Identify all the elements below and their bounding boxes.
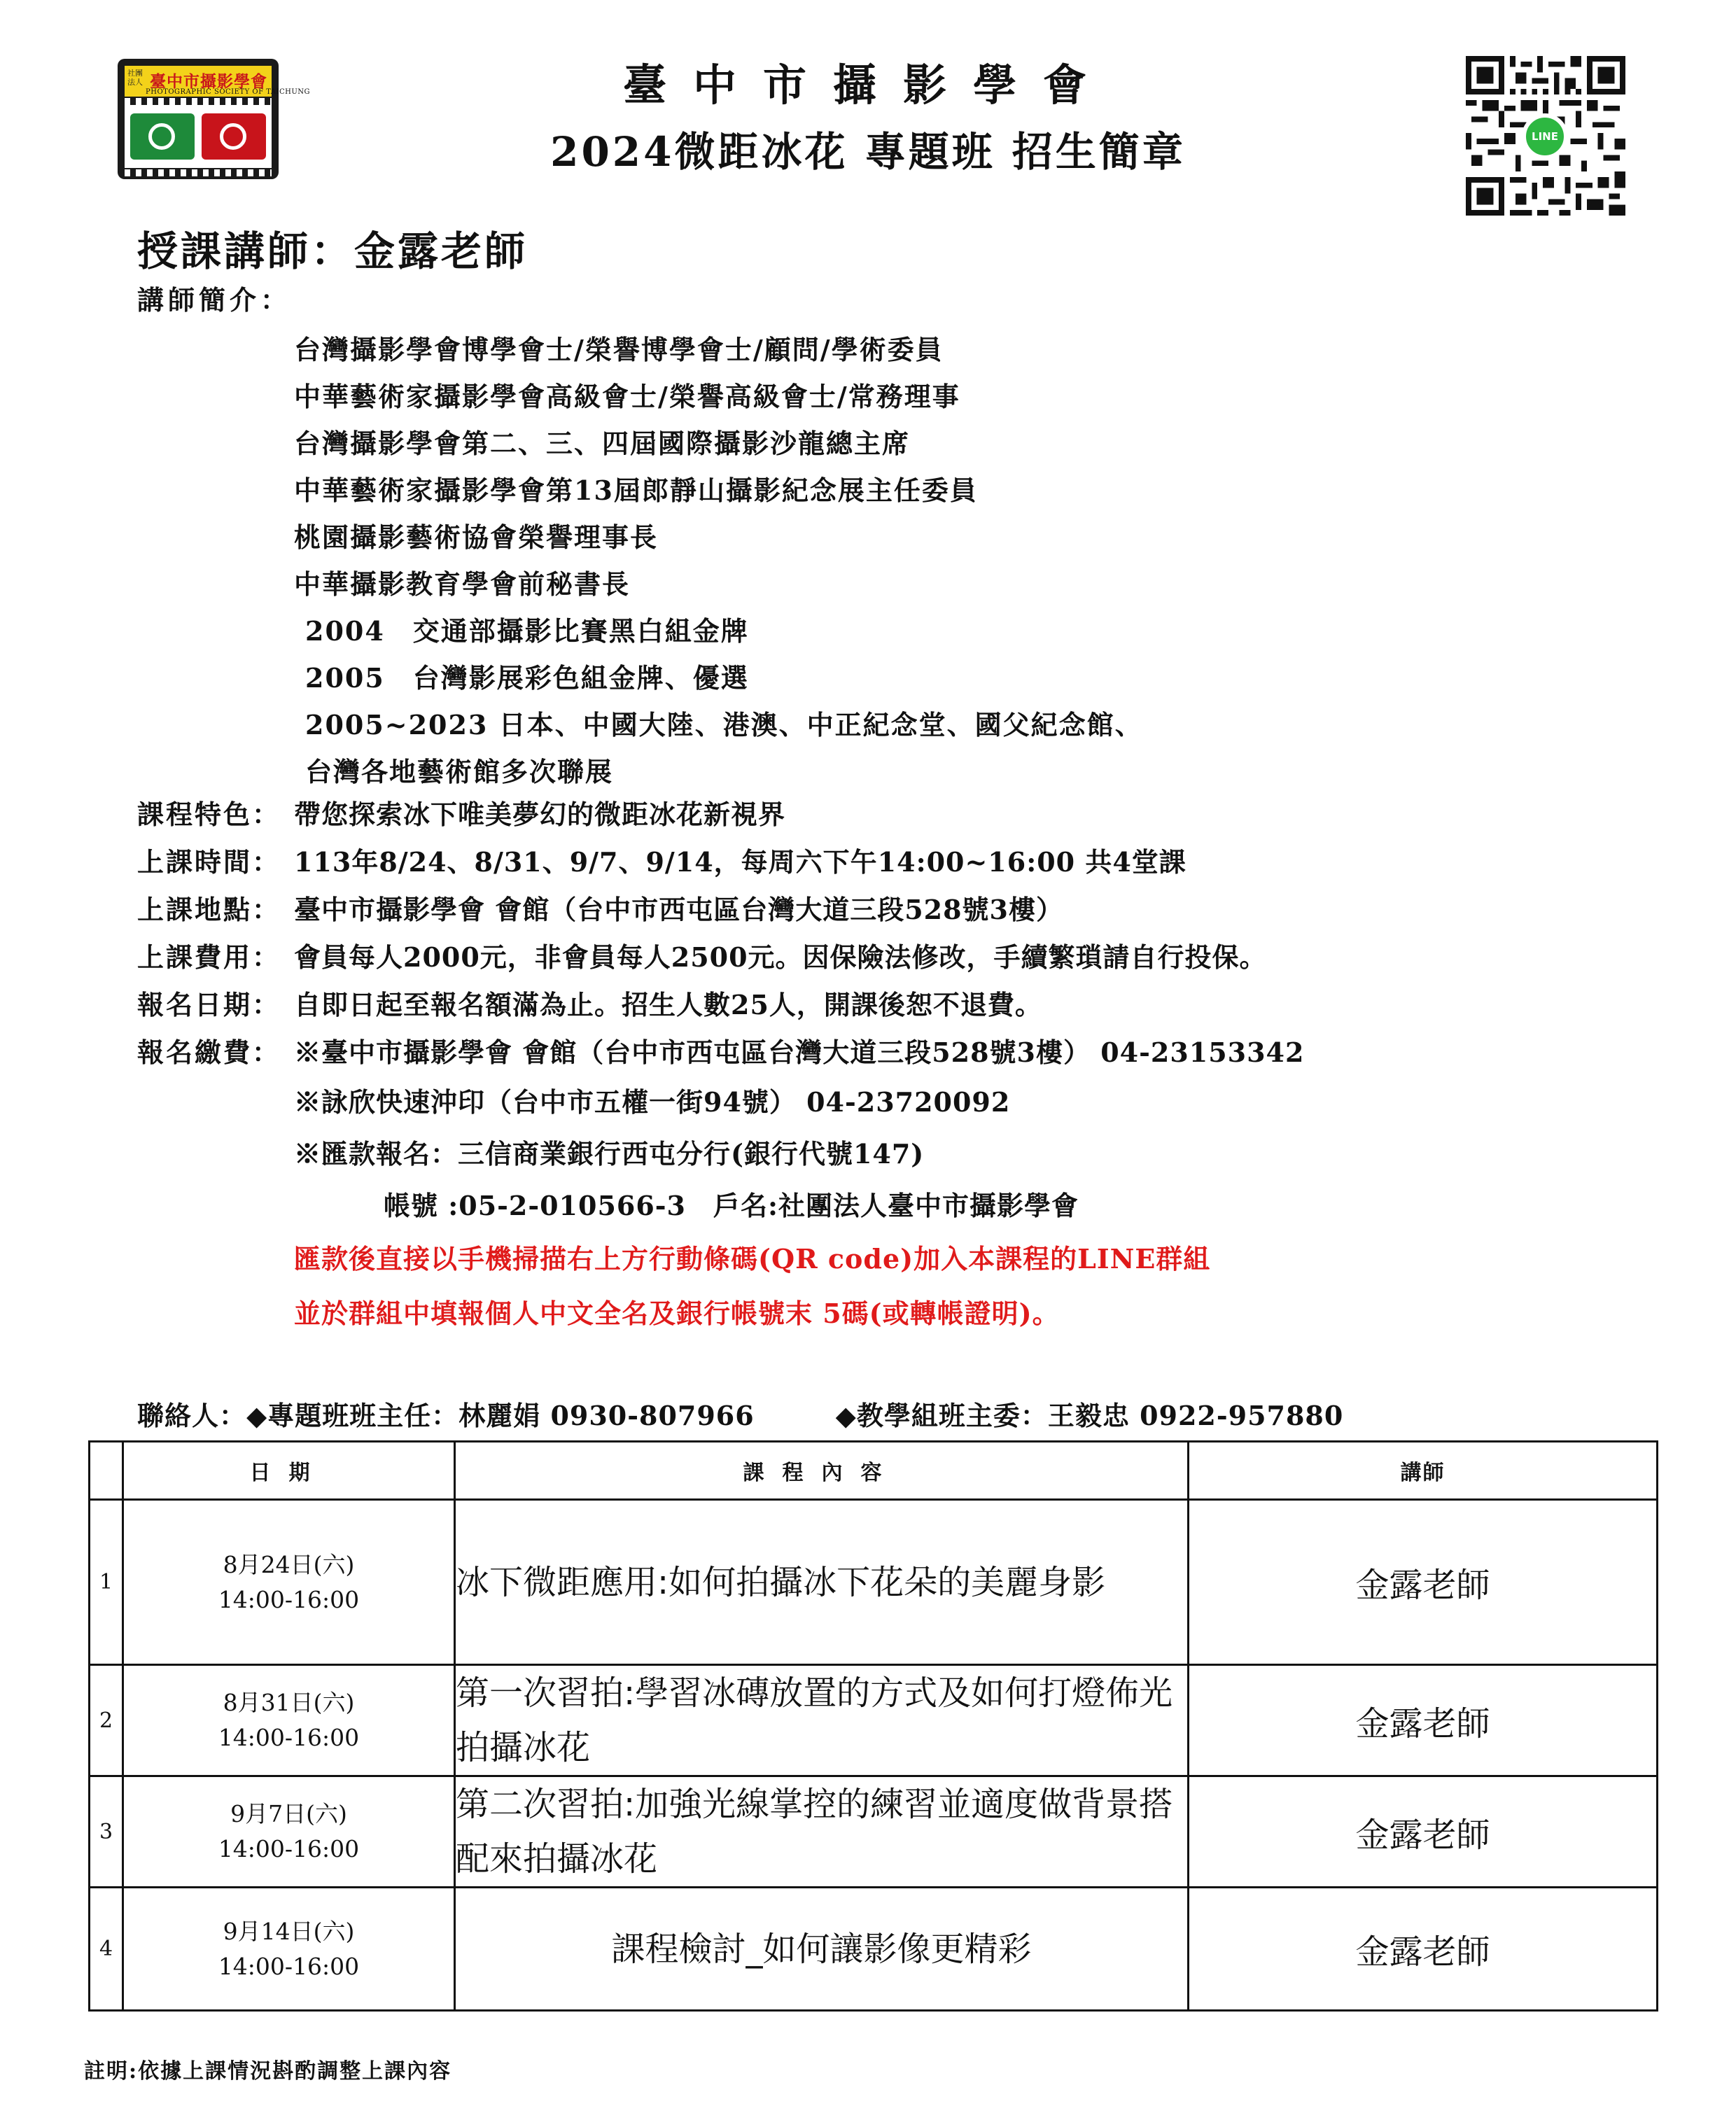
bio-line: 2005~2023 日本、中國大陸、港澳、中正紀念堂、國父紀念館、 [305,709,1143,740]
bio-line: 中華藝術家攝影學會高級會士/榮譽高級會士/常務理事 [294,381,960,412]
row-teacher: 金露老師 [1189,1888,1658,2011]
bio-line: 台灣各地藝術館多次聯展 [305,756,614,787]
bio-line: 中華攝影教育學會前秘書長 [294,568,631,600]
contact-committee: ◆教學組班主委：王毅忠 0922-957880 [835,1400,1344,1431]
bio-line: 2005 台灣影展彩色組金牌、優選 [305,662,749,694]
row-time: 14:00-16:00 [218,1724,360,1751]
header-content: 課程內容 [455,1442,1189,1500]
line-badge-icon: LINE [1522,113,1568,160]
page-title: 臺中市攝影學會 [622,59,1113,111]
logo-english: PHOTOGRAPHIC SOCIETY OF TAICHUNG [146,88,311,96]
pay-option-3: ※匯款報名：三信商業銀行西屯分行(銀行代號147) [294,1138,925,1170]
row-time: 14:00-16:00 [218,1835,360,1862]
bio-line: 2004 交通部攝影比賽黑白組金牌 [305,615,749,647]
header-teacher: 講師 [1189,1442,1658,1500]
course-info [137,791,1304,1341]
row-teacher: 金露老師 [1189,1665,1658,1776]
row-time: 14:00-16:00 [218,1585,360,1613]
feature-value: 帶您探索冰下唯美夢幻的微距冰花新視界 [294,799,786,830]
row-number: 2 [90,1665,123,1776]
place-value: 臺中市攝影學會 會館（台中市西屯區台灣大道三段528號3樓） [294,894,1063,925]
page-subtitle: 2024微距冰花 專題班 招生簡章 [550,128,1186,176]
row-time: 14:00-16:00 [218,1952,360,1980]
contact-label: 聯絡人： [137,1400,247,1431]
fee-value: 會員每人2000元，非會員每人2500元。因保險法修改，手續繁瑣請自行投保。 [294,941,1267,973]
time-label: 上課時間： [137,846,281,878]
row-teacher: 金露老師 [1189,1776,1658,1888]
pay-option-2: ※詠欣快速沖印（台中市五權一街94號） 04-23720092 [294,1086,1011,1118]
table-row [90,1665,1658,1776]
row-date [123,1888,455,2011]
table-row [90,1888,1658,2011]
row-content: 冰下微距應用:如何拍攝冰下花朵的美麗身影 [455,1500,1189,1665]
feature-row [137,791,1304,838]
contact-line [137,1394,1343,1433]
feature-label: 課程特色： [137,799,281,830]
row-date [123,1776,455,1888]
row-number: 1 [90,1500,123,1665]
bank-account: 帳號 :05-2-010566-3 戶名:社團法人臺中市攝影學會 [384,1190,1079,1221]
line-group-instruction: 匯款後直接以手機掃描右上方行動條碼(QR code)加入本課程的LINE群組 [294,1243,1211,1275]
bio-line: 桃園攝影藝術協會榮譽理事長 [294,521,659,553]
intro-label: 講師簡介： [137,284,292,316]
contact-director: ◆專題班班主任：林麗娟 0930-807966 [246,1400,755,1431]
pay-row [137,1029,1304,1076]
row-content: 第一次習拍:學習冰磚放置的方式及如何打燈佈光拍攝冰花 [455,1665,1189,1776]
time-value: 113年8/24、8/31、9/7、9/14，每周六下午14:00~16:00 共4堂課 [294,846,1186,878]
row-teacher: 金露老師 [1189,1500,1658,1665]
logo-name: 臺中市攝影學會 [150,72,267,91]
place-row [137,886,1304,934]
date-value: 自即日起至報名額滿為止。招生人數25人，開課後恕不退費。 [294,989,1042,1020]
date-label: 報名日期： [137,989,281,1020]
footer-note: 註明:依據上課情況斟酌調整上課內容 [84,2059,452,2084]
fee-label: 上課費用： [137,941,281,973]
place-label: 上課地點： [137,894,281,925]
row-number: 3 [90,1776,123,1888]
teacher-heading: 授課講師：金露老師 [137,227,528,275]
bio-line: 中華藝術家攝影學會第13屆郎靜山攝影紀念展主任委員 [294,475,978,506]
teacher-bio [294,326,1143,795]
row-date-day: 8月24日(六) [223,1550,355,1578]
logo-small-text: 社團法人 [127,69,143,87]
row-date [123,1665,455,1776]
bio-line: 台灣攝影學會博學會士/榮譽博學會士/顧問/學術委員 [294,334,944,365]
bio-line: 台灣攝影學會第二、三、四屆國際攝影沙龍總主席 [294,428,911,459]
line-group-instruction-2: 並於群組中填報個人中文全名及銀行帳號末 5碼(或轉帳證明)。 [294,1298,1060,1329]
row-content: 課程檢討_如何讓影像更精彩 [455,1888,1189,2011]
row-date-day: 9月7日(六) [230,1800,347,1827]
header-number [90,1442,123,1500]
row-content: 第二次習拍:加強光線掌控的練習並適度做背景搭配來拍攝冰花 [455,1776,1189,1888]
row-number: 4 [90,1888,123,2011]
header-date: 日期 [123,1442,455,1500]
row-date-day: 8月31日(六) [223,1689,355,1716]
pay-option-1: ※臺中市攝影學會 會館（台中市西屯區台灣大道三段528號3樓） 04-23153342 [294,1037,1305,1068]
table-row [90,1500,1658,1665]
table-header-row [90,1442,1658,1500]
pay-label: 報名繳費： [137,1037,281,1068]
date-row [137,981,1304,1029]
table-row [90,1776,1658,1888]
row-date [123,1500,455,1665]
schedule-table [88,1440,1658,2012]
fee-row [137,934,1304,981]
time-row [137,838,1304,886]
row-date-day: 9月14日(六) [223,1917,355,1945]
